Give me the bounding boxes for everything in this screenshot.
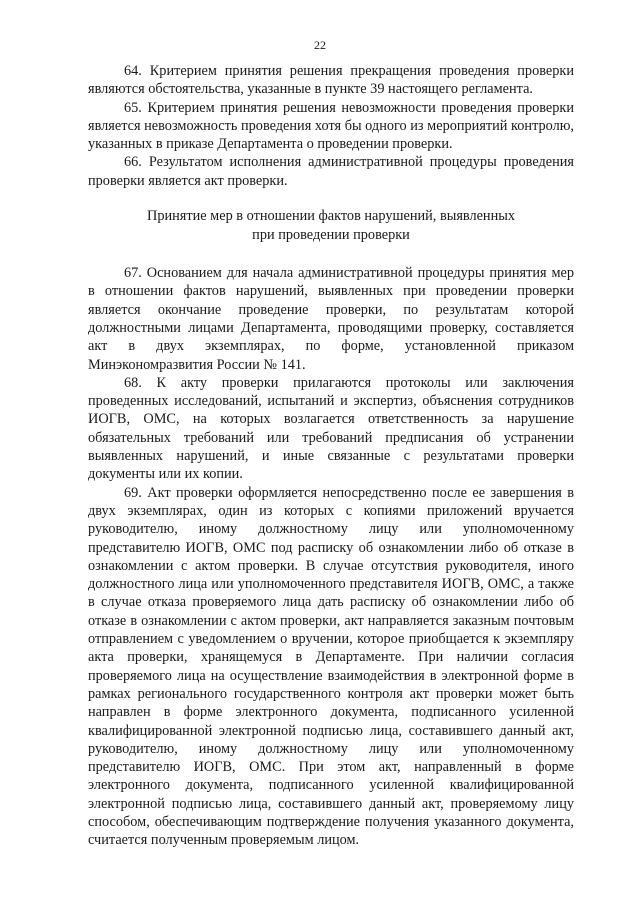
paragraph-66: 66. Результатом исполнения административной процедуры проведения проверки является акт проверки. <box>88 154 574 189</box>
paragraph-64: 64. Критерием принятия решения прекращения проведения проверки являются обстоятельства, указанные в пункте 39 настоящего регламента. <box>88 63 574 98</box>
paragraph-65: 65. Критерием принятия решения невозможности проведения проверки является невозможность проведения хотя бы одного из мероприятий контролю, указанных в приказе Департамента о проведении проверки. <box>88 99 574 153</box>
paragraph-68: 68. К акту проверки прилагаются протоколы или заключения проведенных исследований, испытаний и экспертиз, объяснения сотрудников ИОГВ, ОМС, на которых возлагается ответственность за нарушение обязательных требований или требований предписания об устранении выявленных нарушений, и иные связанные с результатами проверки документы или их копии. <box>88 374 574 483</box>
paragraph-67: 67. Основанием для начала административной процедуры принятия мер в отношении фактов нарушений, выявленных при проведении проверки является окончание проведение проверки, по результатам которой должностными лицами Департамента, проводящими проверку, составляется акт в двух экземплярах, по форме, установленной приказом Минэкономразвития России № 141. <box>88 265 574 373</box>
section-heading <box>88 207 574 245</box>
document-body <box>88 62 574 850</box>
paragraph-69: 69. Акт проверки оформляется непосредственно после ее завершения в двух экземплярах, один из которых с копиями приложений вручается руководителю, иному должностному лицу или уполномоченному представителю ИОГВ, ОМС под расписку об ознакомлении либо об отказе в ознакомлении с актом проверки. В случае отсутствия руководителя, иного должностного лица или уполномоченного представителя ИОГВ, ОМС, а также в случае отказа проверяемого лица дать расписку об ознакомлении либо об отказе в ознакомлении с актом проверки, акт направляется заказным почтовым отправлением с уведомлением о вручении, которое приобщается к экземпляру акта проверки, хранящемуся в Департаменте. При наличии согласия проверяемого лица на осуществление взаимодействия в электронной форме в рамках регионального государственного контроля акт проверки может быть направлен в форме электронного документа, подписанного усиленной квалифицированной электронной подписью лица, составившего данный акт, руководителю, иному должностному лицу или уполномоченному представителю ИОГВ, ОМС. При этом акт, направленный в форме электронного документа, подписанного усиленной квалифицированной электронной подписью лица, составившего данный акт, проверяемому лицу способом, обеспечивающим подтверждение получения указанного документа, считается полученным проверяемым лицом. <box>88 484 574 849</box>
page-number: 22 <box>314 38 326 52</box>
section-heading-line-2: при проведении проверки <box>252 227 410 244</box>
section-heading-line-1: Принятие мер в отношении фактов нарушений, выявленных <box>147 208 515 225</box>
